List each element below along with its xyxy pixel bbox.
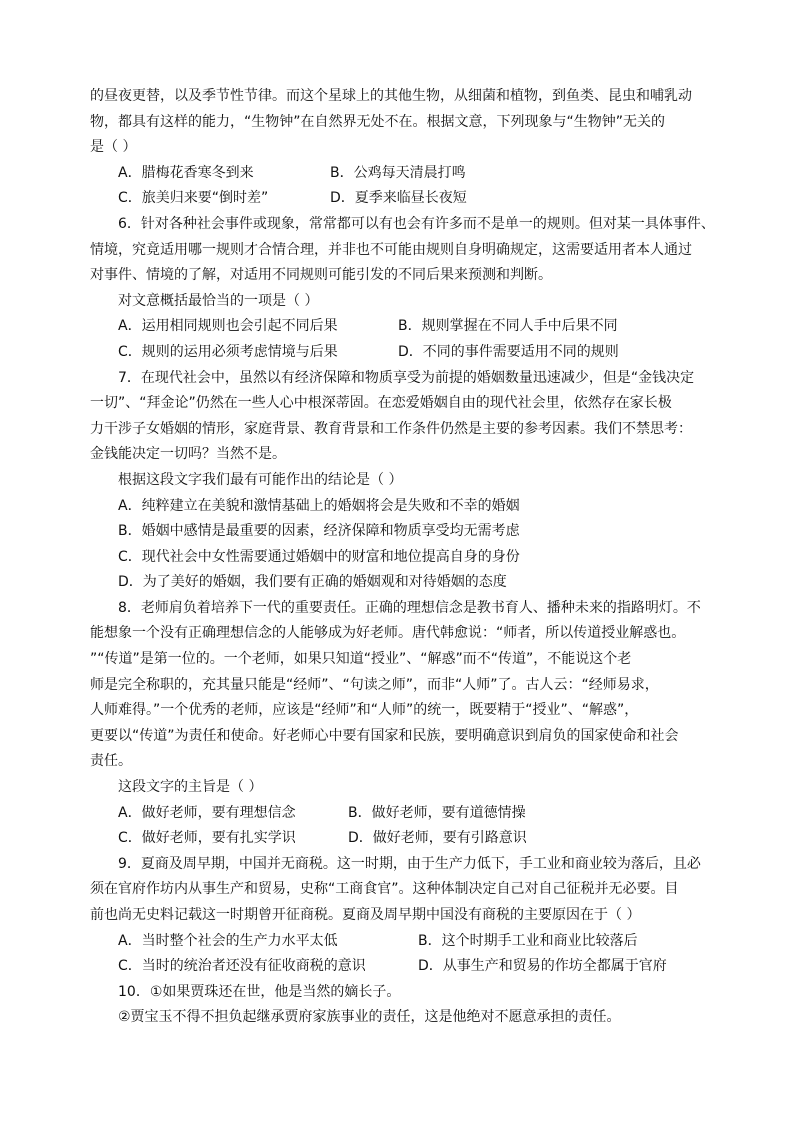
question-stem-line: 6．针对各种社会事件或现象，常常都可以有也会有许多而不是单一的规则。但对某一具体事件、 — [118, 215, 715, 232]
question-stem-line: 一切”、“拜金论”仍然在一些人心中根深蒂固。在恋爱婚姻自由的现代社会里，依然存在家长极 — [90, 395, 672, 412]
option-row — [90, 161, 710, 187]
option-b: B．规则掌握在不同人手中后果不同 — [398, 318, 618, 335]
option-d: D．不同的事件需要适用不同的规则 — [398, 343, 619, 360]
option-a: A．运用相同规则也会引起不同后果 — [118, 318, 338, 335]
question-7 — [90, 366, 710, 596]
question-stem-line: 师是完全称职的，充其量只能是“经师”、“句读之师”，而非“人师”了。古人云：“经师易求， — [90, 676, 659, 693]
option-row — [90, 340, 710, 366]
option-d: D．为了美好的婚姻，我们要有正确的婚姻观和对待婚姻的态度 — [118, 574, 507, 591]
option-b: B．婚姻中感情是最重要的因素，经济保障和物质享受均无需考虑 — [118, 523, 520, 540]
question-stem-line: 能想象一个没有正确理想信念的人能够成为好老师。唐代韩愈说：“师者，所以传道授业解惑也。 — [90, 625, 686, 642]
question-9 — [90, 852, 710, 980]
question-stem-line: 金钱能决定一切吗？当然不是。 — [90, 446, 286, 463]
option-row — [90, 186, 710, 212]
option-d: D．从事生产和贸易的作坊全都属于官府 — [418, 958, 667, 975]
option-c: C．旅美归来要“倒时差” — [118, 190, 269, 207]
option-row — [90, 801, 710, 827]
option-row — [90, 314, 710, 340]
question-stem-line: 10．①如果贾珠还在世，他是当然的嫡长子。 — [118, 983, 401, 1000]
question-stem-line: 人师难得。”一个优秀的老师，应该是“经师”和“人师”的统一，既要精于“授业”、“解惑”， — [90, 702, 639, 719]
question-stem-line: 情境，究竟适用哪一规则才合情合理，并非也不可能由规则自身明确规定，这需要适用者本人通过 — [90, 241, 692, 258]
option-c: C．做好老师，要有扎实学识 — [118, 830, 296, 847]
question-6 — [90, 212, 715, 366]
option-a: A．腊梅花香寒冬到来 — [118, 164, 254, 181]
option-d: D．夏季来临昼长夜短 — [330, 190, 467, 207]
question-prompt: 对文意概括最恰当的一项是（ ） — [118, 292, 319, 309]
question-stem-line: 责任。 — [90, 753, 132, 770]
option-d: D．做好老师，要有引路意识 — [348, 830, 527, 847]
option-a: A．做好老师，要有理想信念 — [118, 804, 296, 821]
question-stem-line: 对事件、情境的了解，对适用不同规则可能引发的不同后果来预测和判断。 — [90, 267, 552, 284]
question-prompt: 根据这段文字我们最有可能作出的结论是（ ） — [118, 471, 403, 488]
question-prompt: 这段文字的主旨是（ ） — [118, 779, 263, 796]
option-c: C．现代社会中女性需要通过婚姻中的财富和地位提高自身的身份 — [118, 548, 520, 565]
option-b: B．这个时期手工业和商业比较落后 — [418, 932, 638, 949]
option-b: B．做好老师，要有道德情操 — [348, 804, 526, 821]
question-8 — [90, 596, 710, 852]
question-10 — [90, 980, 710, 1031]
option-row — [90, 954, 710, 980]
question-stem-line: 8．老师肩负着培养下一代的重要责任。正确的理想信念是教书育人、播种未来的指路明灯。不 — [118, 599, 701, 616]
option-c: C．规则的运用必须考虑情境与后果 — [118, 343, 338, 360]
option-c: C．当时的统治者还没有征收商税的意识 — [118, 958, 366, 975]
option-row — [90, 826, 710, 852]
option-b: B．公鸡每天清晨打鸣 — [330, 164, 466, 181]
page-content — [90, 84, 715, 1031]
question-stem-line: 是（ ） — [90, 139, 137, 156]
question-stem-line: 前也尚无史料记载这一时期曾开征商税。夏商及周早期中国没有商税的主要原因在于（ ） — [90, 907, 641, 923]
option-row — [90, 929, 710, 955]
question-5 — [90, 84, 710, 212]
question-stem-line: ”“传道”是第一位的。一个老师，如果只知道“授业”、“解惑”而不“传道”，不能说这个老 — [90, 651, 632, 668]
question-stem-line: 须在官府作坊内从事生产和贸易，史称“工商食官”。这种体制决定自己对自己征税并无必要。目 — [90, 881, 679, 898]
question-stem-line: 7．在现代社会中，虽然以有经济保障和物质享受为前提的婚姻数量迅速减少，但是“金钱决定 — [118, 369, 695, 386]
option-a: A．当时整个社会的生产力水平太低 — [118, 932, 338, 949]
option-a: A．纯粹建立在美貌和激情基础上的婚姻将会是失败和不幸的婚姻 — [118, 497, 520, 514]
question-stem-line: 9．夏商及周早期，中国并无商税。这一时期，由于生产力低下，手工业和商业较为落后，且必 — [118, 855, 701, 872]
question-stem-line: 力干涉子女婚姻的情形，家庭背景、教育背景和工作条件仍然是主要的参考因素。我们不禁思考： — [90, 420, 692, 437]
question-stem-line: 更要以“传道”为责任和使命。好老师心中要有国家和民族，要明确意识到肩负的国家使命和社会 — [90, 727, 679, 744]
question-stem-line: 物，都具有这样的能力，“生物钟”在自然界无处不在。根据文意，下列现象与“生物钟”无关的 — [90, 113, 666, 130]
question-stem-line: 的昼夜更替，以及季节性节律。而这个星球上的其他生物，从细菌和植物，到鱼类、昆虫和哺乳动 — [90, 88, 692, 104]
question-stem-line: ②贾宝玉不得不担负起继承贾府家族事业的责任，这是他绝对不愿意承担的责任。 — [118, 1009, 621, 1026]
